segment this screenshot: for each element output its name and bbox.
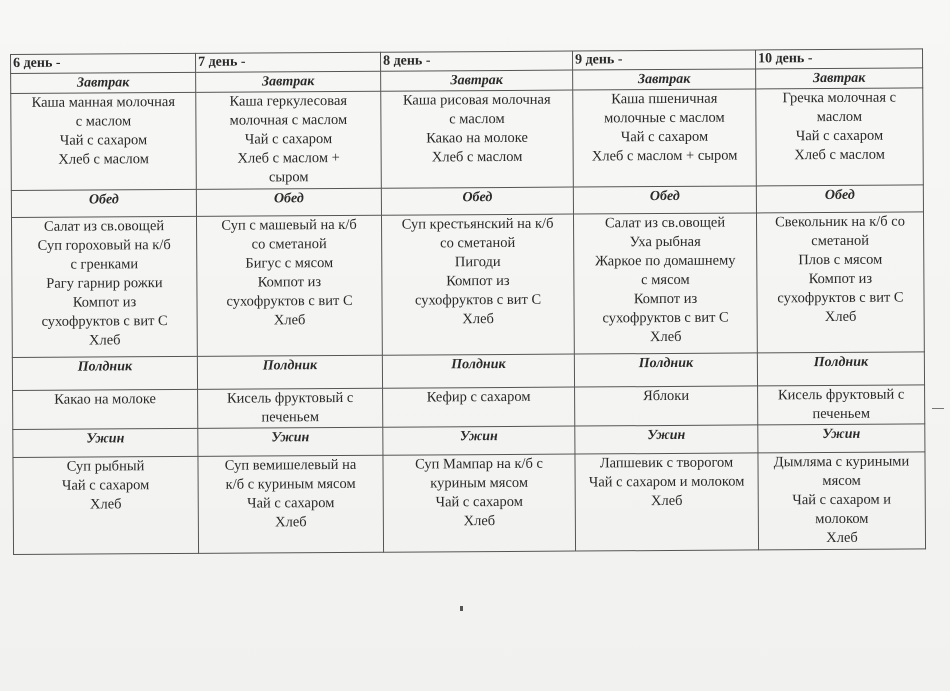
dinner-heading: Ужин — [575, 425, 758, 454]
lunch-cell — [11, 216, 197, 357]
day-label: 10 день - — [755, 49, 922, 69]
dish: с гренками — [70, 256, 139, 273]
dish: Суп рыбный — [66, 458, 145, 475]
lunch-heading: Обед — [196, 188, 381, 216]
dish: куриным мясом — [430, 474, 529, 492]
snack-cell — [198, 388, 383, 428]
breakfast-row — [11, 88, 924, 191]
dish: Жаркое по домашнему — [595, 252, 736, 270]
breakfast-heading: Завтрак — [381, 70, 573, 91]
scan-edge-mark — [932, 408, 944, 409]
dish: Кефир с сахаром — [426, 388, 531, 406]
dish: молочная с маслом — [229, 111, 348, 129]
dish: Бигус с мясом — [245, 255, 334, 272]
breakfast-heading: Завтрак — [11, 72, 196, 93]
dish: Хлеб — [462, 311, 494, 328]
dish: Компот из — [808, 270, 873, 288]
scan-speck — [460, 606, 463, 611]
dish: молоком — [815, 510, 869, 528]
dinner-heading: Ужин — [383, 426, 575, 455]
dish: Салат из св.овощей — [604, 214, 726, 232]
dish: Чай с сахаром — [59, 132, 148, 149]
lunch-heading: Обед — [573, 186, 756, 214]
dish: Суп с машевый на к/б — [221, 216, 357, 234]
dish: Рагу гарнир рожки — [46, 275, 163, 292]
breakfast-heading: Завтрак — [573, 69, 756, 90]
lunch-cell — [381, 214, 574, 355]
dish: Хлеб с маслом + сыром — [591, 147, 738, 165]
dish: Хлеб с маслом — [794, 146, 885, 164]
snack-heading: Полдник — [382, 354, 574, 388]
lunch-heading: Обед — [381, 187, 573, 215]
dinner-row — [13, 452, 926, 555]
dish: Суп крестьянский на к/б — [401, 215, 554, 233]
dinner-heading: Ужин — [13, 428, 198, 457]
dish: Пигоди — [454, 254, 501, 271]
dish: Каша манная молочная — [31, 93, 176, 111]
dish: Чай с сахаром — [620, 128, 709, 146]
dish: Какао на молоке — [426, 129, 528, 147]
dish: Чай с сахаром — [247, 495, 335, 512]
lunch-heading: Обед — [11, 189, 196, 217]
dish: Свекольник на к/б со — [775, 213, 906, 231]
dish: маслом — [816, 108, 863, 126]
dish: Суп Мампар на к/б с — [415, 455, 543, 473]
dish: Каша рисовая молочная — [402, 91, 551, 109]
dish: печеньем — [261, 409, 320, 426]
dish: печеньем — [812, 405, 871, 423]
dish: Какао на молоке — [54, 391, 157, 408]
lunch-cell — [196, 215, 382, 356]
snack-heading: Полдник — [757, 352, 924, 386]
breakfast-heading: Завтрак — [196, 71, 381, 92]
dish: Хлеб — [463, 513, 496, 530]
dish: сухофруктов с вит С — [41, 313, 168, 330]
snack-row — [13, 385, 925, 430]
breakfast-cell — [756, 88, 924, 186]
dish: Хлеб — [88, 332, 121, 349]
dish: Чай с сахаром — [795, 127, 884, 145]
dish: Яблоки — [643, 387, 690, 405]
dish: со сметаной — [440, 234, 516, 252]
dish: Суп гороховый на к/б — [37, 237, 171, 254]
dish: Хлеб с маслом — [58, 151, 149, 168]
dish: Гречка молочная с — [782, 89, 897, 107]
dish: Лапшевик с творогом — [599, 454, 734, 472]
lunch-row — [11, 212, 924, 358]
dinner-heading: Ужин — [758, 424, 925, 453]
dish: Дымляма с куриными — [773, 453, 910, 471]
dish: сухофруктов с вит С — [602, 309, 729, 327]
dinner-cell — [13, 456, 199, 554]
dish: сухофруктов с вит С — [777, 289, 904, 307]
dish: сыром — [268, 169, 309, 186]
breakfast-cell — [381, 90, 574, 188]
dish: Хлеб — [89, 496, 122, 513]
dinner-cell — [383, 454, 576, 552]
dish: с мясом — [641, 271, 690, 289]
dish: сухофруктов с вит С — [414, 291, 542, 309]
dish: Хлеб — [650, 492, 683, 510]
dinner-cell — [575, 453, 759, 551]
lunch-cell — [573, 213, 757, 354]
dish: Чай с сахаром и — [792, 491, 892, 509]
snack-cell — [13, 389, 198, 429]
dish: Хлеб с маслом + — [237, 149, 340, 167]
dish: Компот из — [72, 294, 137, 311]
dish: Компот из — [446, 272, 510, 290]
breakfast-cell — [573, 89, 757, 187]
breakfast-cell — [196, 91, 382, 189]
dish: Чай с сахаром — [244, 131, 333, 148]
menu-table — [10, 48, 926, 555]
dish: сухофруктов с вит С — [226, 292, 353, 310]
dinner-cell — [758, 452, 926, 550]
snack-cell — [383, 387, 575, 427]
dish: Уха рыбная — [629, 233, 701, 251]
day-label: 8 день - — [380, 51, 572, 71]
breakfast-heading: Завтрак — [756, 68, 923, 89]
day-label: 6 день - — [11, 53, 196, 73]
dish: Хлеб с маслом — [431, 148, 523, 166]
day-label: 7 день - — [195, 52, 380, 72]
dish: с маслом — [449, 110, 505, 128]
snack-heading: Полдник — [12, 356, 197, 390]
dish: Плов с мясом — [798, 251, 883, 269]
dish: с маслом — [75, 113, 132, 130]
snack-cell — [758, 385, 925, 425]
dish: молочные с маслом — [604, 109, 725, 127]
dish: Хлеб — [824, 308, 857, 326]
dinner-heading: Ужин — [198, 427, 383, 456]
snack-header-row — [12, 352, 924, 391]
lunch-cell — [756, 212, 924, 353]
dish: Салат из св.овощей — [43, 218, 165, 235]
dish: Чай с сахаром и молоком — [588, 473, 745, 491]
breakfast-cell — [11, 92, 197, 190]
dish: к/б с куриным мясом — [225, 475, 356, 493]
snack-heading: Полдник — [197, 355, 382, 389]
dinner-cell — [198, 455, 384, 553]
dish: мясом — [822, 472, 861, 490]
lunch-heading: Обед — [756, 185, 923, 213]
dish: Чай с сахаром — [61, 477, 150, 494]
dish: Каша пшеничная — [611, 90, 718, 108]
day-label: 9 день - — [572, 50, 755, 70]
dish: Каша геркулесовая — [229, 92, 348, 110]
dish: Хлеб — [275, 514, 307, 531]
dish: Чай с сахаром — [435, 493, 523, 511]
dish: со сметаной — [251, 236, 327, 253]
dish: Кисель фруктовый с — [226, 389, 354, 407]
dish: Хлеб — [649, 328, 682, 346]
dish: Суп вемишелевый на — [224, 456, 357, 474]
dish: Компот из — [633, 290, 698, 308]
dish: Хлеб — [826, 529, 858, 547]
dish: Кисель фруктовый с — [777, 386, 905, 404]
snack-cell — [575, 386, 758, 426]
dish: Хлеб — [273, 312, 306, 329]
snack-heading: Полдник — [574, 353, 757, 387]
dish: Компот из — [257, 274, 322, 291]
dish: сметаной — [811, 232, 870, 250]
